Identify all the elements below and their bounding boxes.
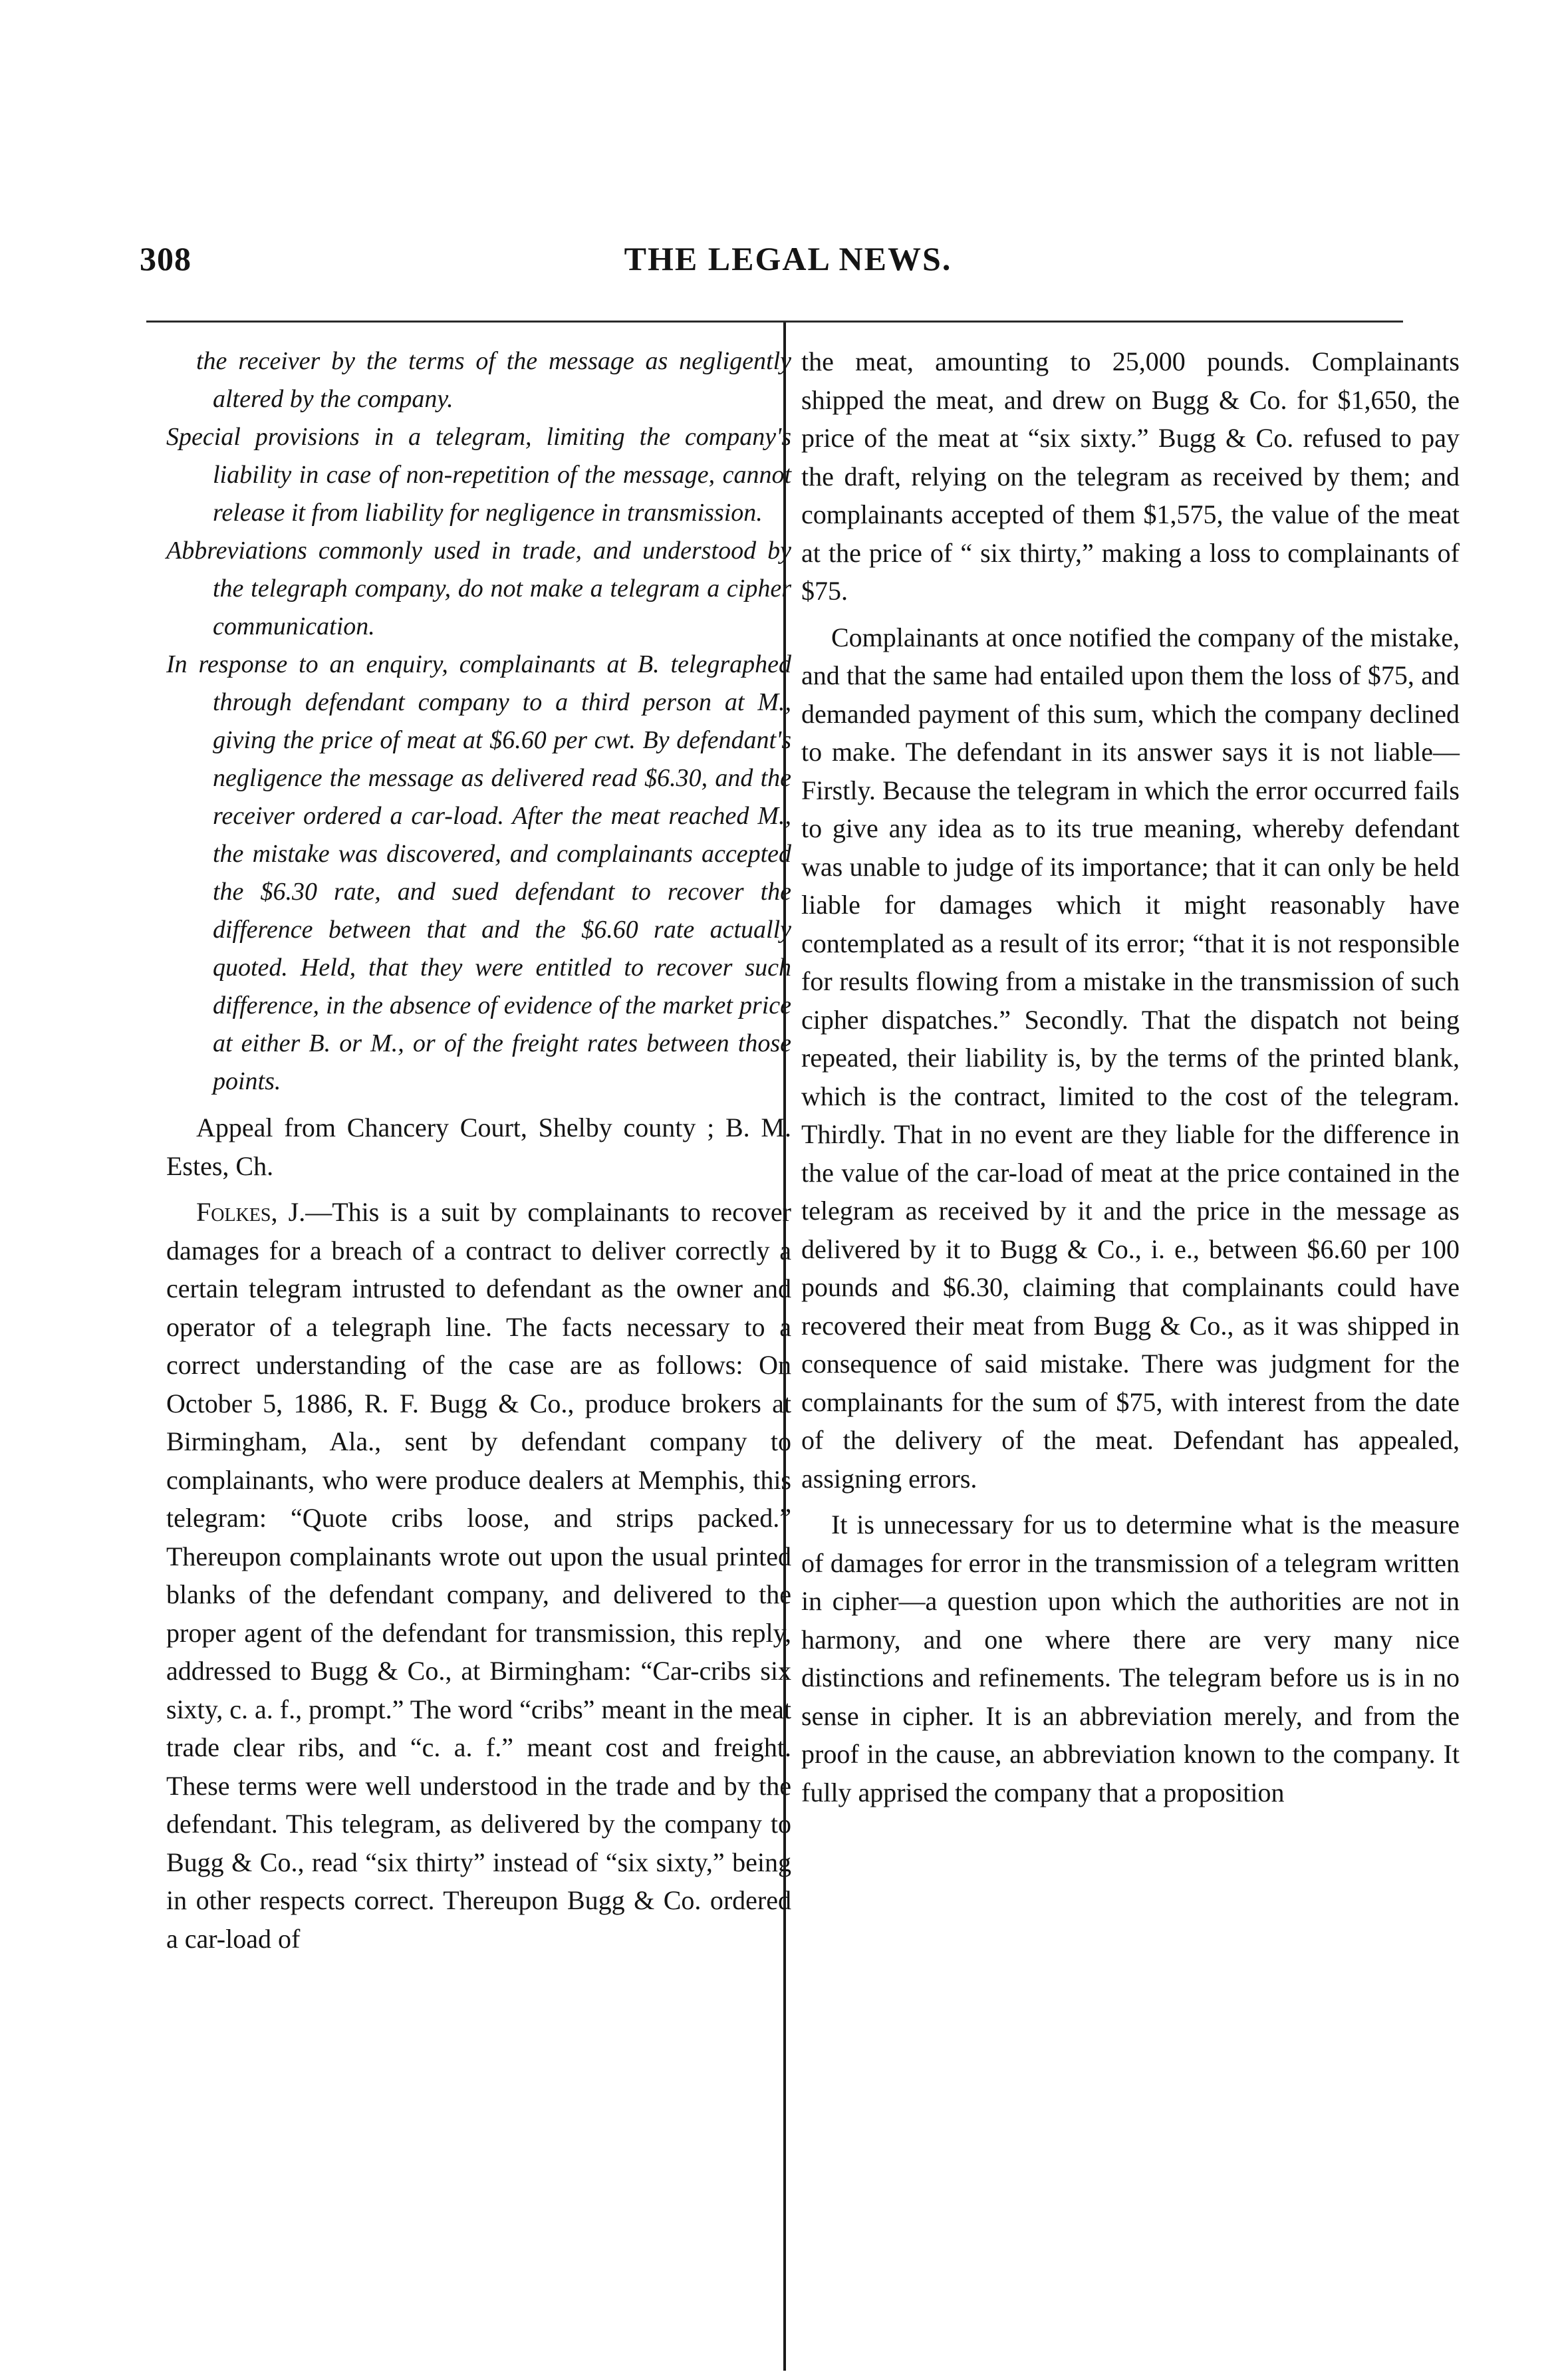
page-number: 308 (140, 240, 192, 277)
page-header (140, 239, 1436, 293)
body-paragraph: the meat, amounting to 25,000 pounds. Complainants shipped the meat, and drew on Bugg & Co. for $1,650, the price of the meat at “six sixty.” Bugg & Co. refused to pay the draft, relying on the telegram as received by them; and complainants accepted of them $1,575, the value of the meat at the price of “ six thirty,” making a loss to complainants of $75. (801, 346, 1460, 606)
left-column (166, 342, 791, 1958)
headnote: Special provisions in a telegram, limiting the company's liability in case of non-repetition of the message, cannot release it from liability for negligence in transmission. (166, 423, 791, 527)
headnote: In response to an enquiry, complainants at B. telegraphed through defendant company to a third person at M., giving the price of meat at $6.60 per cwt. By defendant's negligence the message as delivered read $6.30, and the receiver ordered a car-load. After the meat reached M., the mistake was discovered, and complainants accepted the $6.30 rate, and sued defendant to recover the difference between that and the $6.60 rate actually quoted. Held, that they were entitled to recover such difference, in the absence of evidence of the market price at either B. or M., or of the freight rates between those points. (166, 650, 791, 1095)
body-paragraph: Complainants at once notified the company of the mistake, and that the same had entailed upon them the loss of $75, and demanded payment of this sum, which the company declined to make. The defendant in its answer says it is not liable—Firstly. Because the telegram in which the error occurred fails to give any idea as to its true meaning, whereby defendant was unable to judge of its importance; that it can only be held liable for damages which it might reasonably have contemplated as a result of its error; “that it is not responsible for results flowing from a mistake in the transmission of such cipher dispatches.” Secondly. That the dispatch not being repeated, their liability is, by the terms of the printed blank, which is the contract, limited to the cost of the telegram. Thirdly. That in no event are they liable for the difference in the value of the car-load of meat at the price contained in the telegram as received by it and the price in the message as delivered by it to Bugg & Co., i. e., between $6.60 per 100 pounds and $6.30, claiming that complainants could have recovered their meat from Bugg & Co., as it was shipped in consequence of said mistake. There was judgment for the complainants for the sum of $75, with interest from the date of the delivery of the meat. Defendant has appealed, assigning errors. (801, 622, 1460, 1494)
headnote: Abbreviations commonly used in trade, and understood by the telegraph company, do not make a telegram a cipher communication. (166, 537, 791, 640)
right-column (801, 342, 1460, 1811)
header-rule (146, 321, 1403, 323)
headnote: the receiver by the terms of the message as negligently altered by the company. (196, 347, 791, 413)
opinion-paragraph (166, 1193, 791, 1958)
appeal-line: Appeal from Chancery Court, Shelby county ; B. M. Estes, Ch. (166, 1113, 791, 1181)
opinion-text: —This is a suit by complainants to recover damages for a breach of a contract to deliver correctly a certain telegram intrusted to defendant as the owner and operator of a telegraph line. The facts necessary to a correct understanding of the case are as follows: On October 5, 1886, R. F. Bugg & Co., produce brokers at Birmingham, Ala., sent by defendant company to complainants, who were produce dealers at Memphis, this telegram: “Quote cribs loose, and strips packed.” Thereupon complainants wrote out upon the usual printed blanks of the defendant company, and delivered to the proper agent of the defendant for transmission, this reply, addressed to Bugg & Co., at Birmingham: “Car-cribs six sixty, c. a. f., prompt.” The word “cribs” meant in the meat trade clear ribs, and “c. a. f.” meant cost and freight. These terms were well understood in the trade and by the defendant. This telegram, as delivered by the company to Bugg & Co., read “six thirty” instead of “six sixty,” being in other respects correct. Thereupon Bugg & Co. ordered a car-load of (166, 1197, 791, 1954)
running-title: THE LEGAL NEWS. (624, 240, 952, 277)
body-paragraph: It is unnecessary for us to determine what is the measure of damages for error in the transmission of a telegram written in cipher—a question upon which the authorities are not in harmony, and one where there are very many nice distinctions and refinements. The telegram before us is in no sense in cipher. It is an abbreviation merely, and from the proof in the cause, an abbreviation known to the company. It fully apprised the company that a proposition (801, 1510, 1460, 1807)
judge-name: Folkes, J. (196, 1197, 306, 1227)
